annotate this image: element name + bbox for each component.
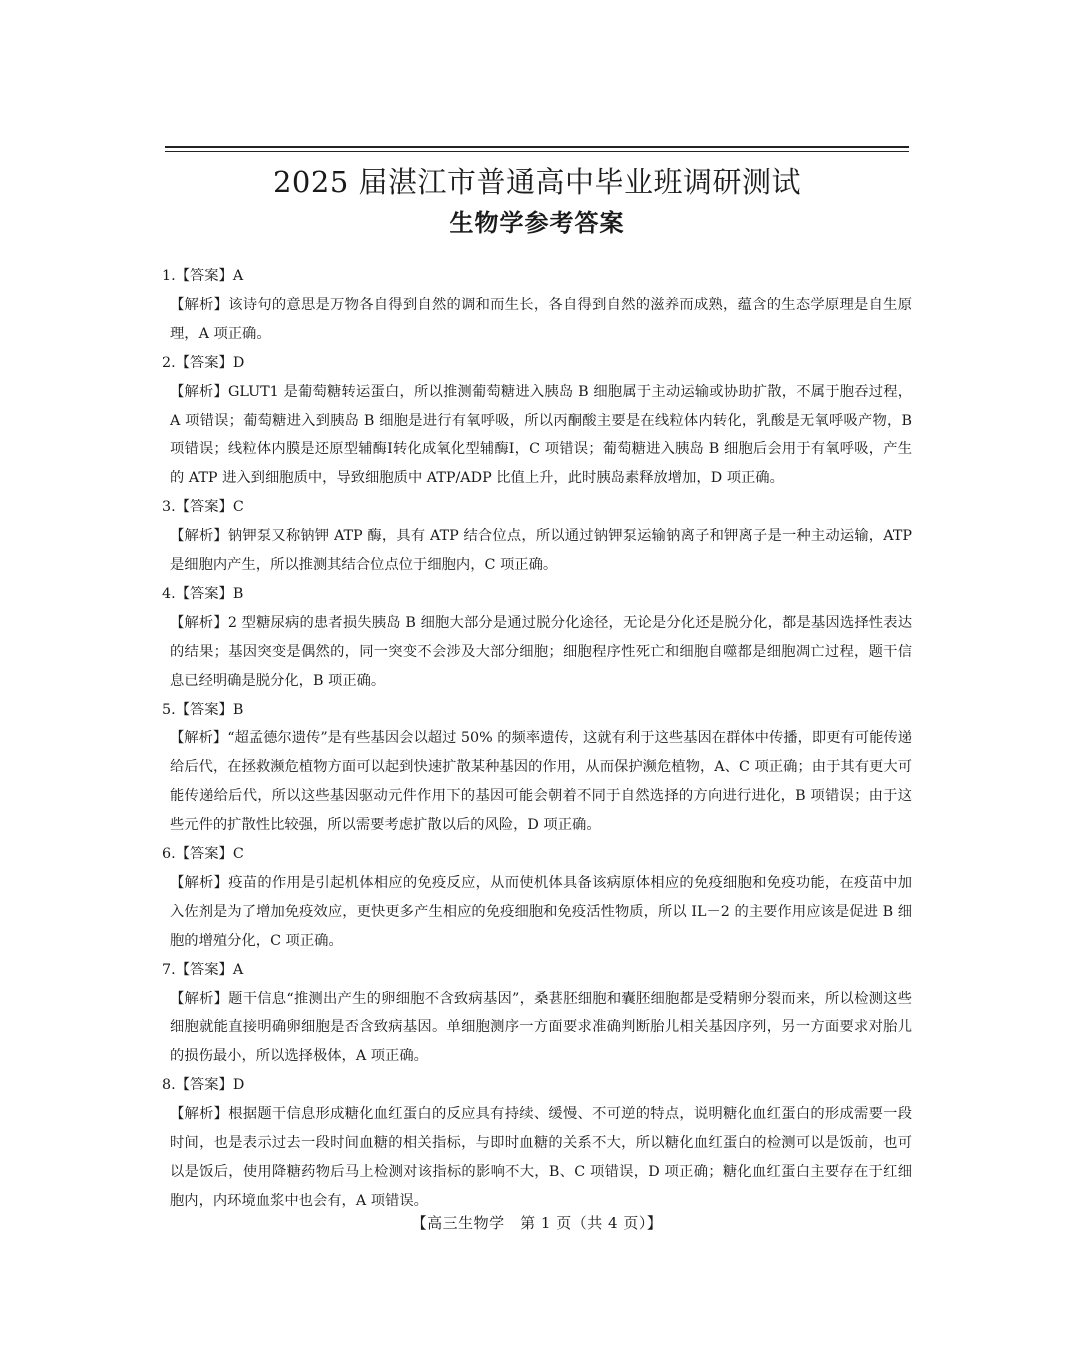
answer-line: 1.【答案】A xyxy=(162,268,244,284)
page-subtitle: 生物学参考答案 xyxy=(449,209,625,237)
top-rule xyxy=(165,146,909,148)
page-title: 2025 届湛江市普通高中毕业班调研测试 xyxy=(272,165,802,199)
answer-line: 7.【答案】A xyxy=(162,961,244,978)
answer-line: 2.【答案】D xyxy=(162,354,245,371)
explanation-text: 【解析】题干信息“推测出产生的卵细胞不含致病基因”，桑葚胚细胞和囊胚细胞都是受精卵分裂而来，所以检测这些细胞就能直接明确卵细胞是否含致病基因。单细胞测序一方面要求准确判断胎儿相关基因序列，另一方面要求对胎儿的损伤最小，所以选择极体，A 项正确。 xyxy=(170,990,912,1065)
explanation-text: 【解析】“超孟德尔遗传”是有些基因会以超过 50% 的频率遗传，这就有利于这些基因在群体中传播，即更有可能传递给后代，在拯救濒危植物方面可以起到快速扩散某种基因的作用，从而保护濒危植物，A、C 项正确；由于其有更大可能传递给后代，所以这些基因驱动元件作用下的基因可能会朝着不同于自然选择的方向进行进化，B 项错误；由于这些元件的扩散性比较强，所以需要考虑扩散以后的风险，D 项正确。 xyxy=(170,730,912,834)
explanation-text: 【解析】钠钾泵又称钠钾 ATP 酶，具有 ATP 结合位点，所以通过钠钾泵运输钠离子和钾离子是一种主动运输，ATP 是细胞内产生，所以推测其结合位点位于细胞内，C 项正确。 xyxy=(170,528,912,574)
answer-line: 3.【答案】C xyxy=(162,499,244,516)
question-item xyxy=(162,956,912,1072)
answer-line: 4.【答案】B xyxy=(162,585,244,602)
explanation-text: 【解析】2 型糖尿病的患者损失胰岛 B 细胞大部分是通过脱分化途径，无论是分化还是脱分化，都是基因选择性表达的结果；基因突变是偶然的，同一突变不会涉及大部分细胞；细胞程序性死亡和细胞自噬都是细胞凋亡过程，题干信息已经明确是脱分化，B 项正确。 xyxy=(170,614,912,689)
question-item xyxy=(162,349,912,494)
explanation-text: 【解析】GLUT1 是葡萄糖转运蛋白，所以推测葡萄糖进入胰岛 B 细胞属于主动运输或协助扩散，不属于胞吞过程，A 项错误；葡萄糖进入到胰岛 B 细胞是进行有氧呼吸，所以丙酮酸主要是在线粒体内转化，乳酸是无氧呼吸产物，B 项错误；线粒体内膜是还原型辅酶Ⅰ转化成氧化型辅酶Ⅰ，C 项错误；葡萄糖进入胰岛 B 细胞后会用于有氧呼吸，产生的 ATP 进入到细胞质中，导致细胞质中 ATP/ADP 比值上升，此时胰岛素释放增加，D 项正确。 xyxy=(170,383,912,487)
question-item xyxy=(162,262,912,349)
question-item xyxy=(162,840,912,956)
answer-line: 8.【答案】D xyxy=(162,1077,245,1094)
answer-list xyxy=(162,262,912,1216)
question-item xyxy=(162,493,912,580)
question-item xyxy=(162,1071,912,1216)
page-footer: 【高三生物学 第 1 页（共 4 页）】 xyxy=(411,1214,663,1232)
explanation-text: 【解析】疫苗的作用是引起机体相应的免疫反应，从而使机体具备该病原体相应的免疫细胞和免疫功能，在疫苗中加入佐剂是为了增加免疫效应，更快更多产生相应的免疫细胞和免疫活性物质，所以 IL－2 的主要作用应该是促进 B 细胞的增殖分化，C 项正确。 xyxy=(170,874,912,949)
question-item xyxy=(162,580,912,696)
question-item xyxy=(162,696,912,841)
answer-line: 6.【答案】C xyxy=(162,846,244,863)
answer-line: 5.【答案】B xyxy=(162,701,244,718)
explanation-text: 【解析】根据题干信息形成糖化血红蛋白的反应具有持续、缓慢、不可逆的特点，说明糖化血红蛋白的形成需要一段时间，也是表示过去一段时间血糖的相关指标，与即时血糖的关系不大，所以糖化血红蛋白的检测可以是饭前，也可以是饭后，使用降糖药物后马上检测对该指标的影响不大，B、C 项错误，D 项正确；糖化血红蛋白主要存在于红细胞内，内环境血浆中也会有，A 项错误。 xyxy=(170,1106,912,1209)
top-rule-thin xyxy=(165,151,909,152)
explanation-text: 【解析】该诗句的意思是万物各自得到自然的调和而生长，各自得到自然的滋养而成熟，蕴含的生态学原理是自生原理，A 项正确。 xyxy=(170,296,912,342)
